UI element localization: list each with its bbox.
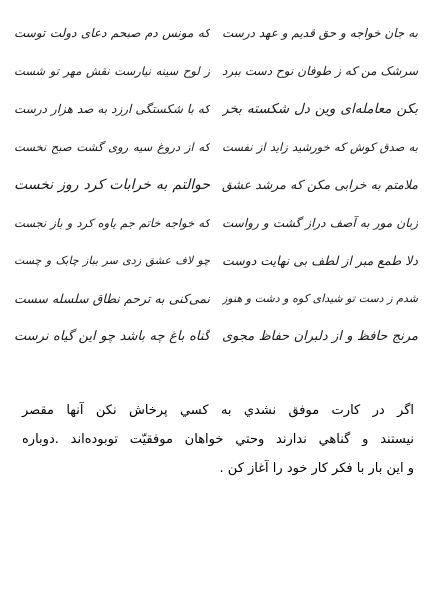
couplet <box>14 284 418 314</box>
poem-block <box>14 18 418 368</box>
hemistich-first: سرشک من که ز طوفان نوح دست ببرد <box>222 64 418 78</box>
hemistich-first: شدم ز دست تو شیدای کوه و دشت و هنوز <box>222 292 418 305</box>
hemistich-first: زبان مور به آصف دراز گشت و رواست <box>222 216 418 230</box>
couplet <box>14 246 418 276</box>
hemistich-first: به جان خواجه و حق قدیم و عهد درست <box>222 26 418 40</box>
prose-line: نيستند و گناهي ندارند وحتي خواهان موفقيّت توبوده‌اند .دوباره <box>22 432 414 447</box>
couplet <box>14 132 418 162</box>
hemistich-first: ملامتم به خرابی مکن که مرشد عشق <box>222 177 418 192</box>
couplet <box>14 322 418 352</box>
hemistich-first: مرنج حافظ و از دلبران حفاظ مجوی <box>222 329 418 344</box>
hemistich-second: حوالتم به خرابات کرد روز نخست <box>14 177 210 193</box>
prose-line: و اين بار با فکر کار خود را آغاز کن . <box>219 461 414 476</box>
hemistich-second: نمی‌کنی به ترحم نطاق سلسله سست <box>14 291 210 306</box>
prose-paragraph <box>22 396 414 483</box>
hemistich-second: چو لاف عشق زدی سر بباز چابک و چست <box>14 254 210 267</box>
couplet <box>14 18 418 48</box>
hemistich-second: که مونس دم صبحم دعای دولت توست <box>14 26 210 40</box>
couplet <box>14 94 418 124</box>
hemistich-second: که خواجه خاتم جم یاوه کرد و باز نجست <box>14 216 210 230</box>
hemistich-second: که از دروغ سیه روی گشت صبح نخست <box>14 140 210 154</box>
hemistich-second: ز لوح سینه نیارست نقش مهر تو شست <box>14 64 210 78</box>
hemistich-first: به صدق کوش که خورشید زاید از نفست <box>222 140 418 154</box>
couplet <box>14 56 418 86</box>
prose-line: اگر در کارت موفق نشدي به کسي پرخاش نکن آنها مقصر <box>22 403 414 418</box>
hemistich-second: که با شکستگی ارزد به صد هزار درست <box>14 102 210 116</box>
hemistich-second: گناه باغ چه باشد چو این گیاه نرست <box>14 329 210 344</box>
couplet <box>14 170 418 200</box>
couplet <box>14 208 418 238</box>
hemistich-first: دلا طمع مبر از لطف بی نهایت دوست <box>222 253 418 268</box>
hemistich-first: بکن معامله‌ای وین دل شکسته بخر <box>222 101 418 117</box>
